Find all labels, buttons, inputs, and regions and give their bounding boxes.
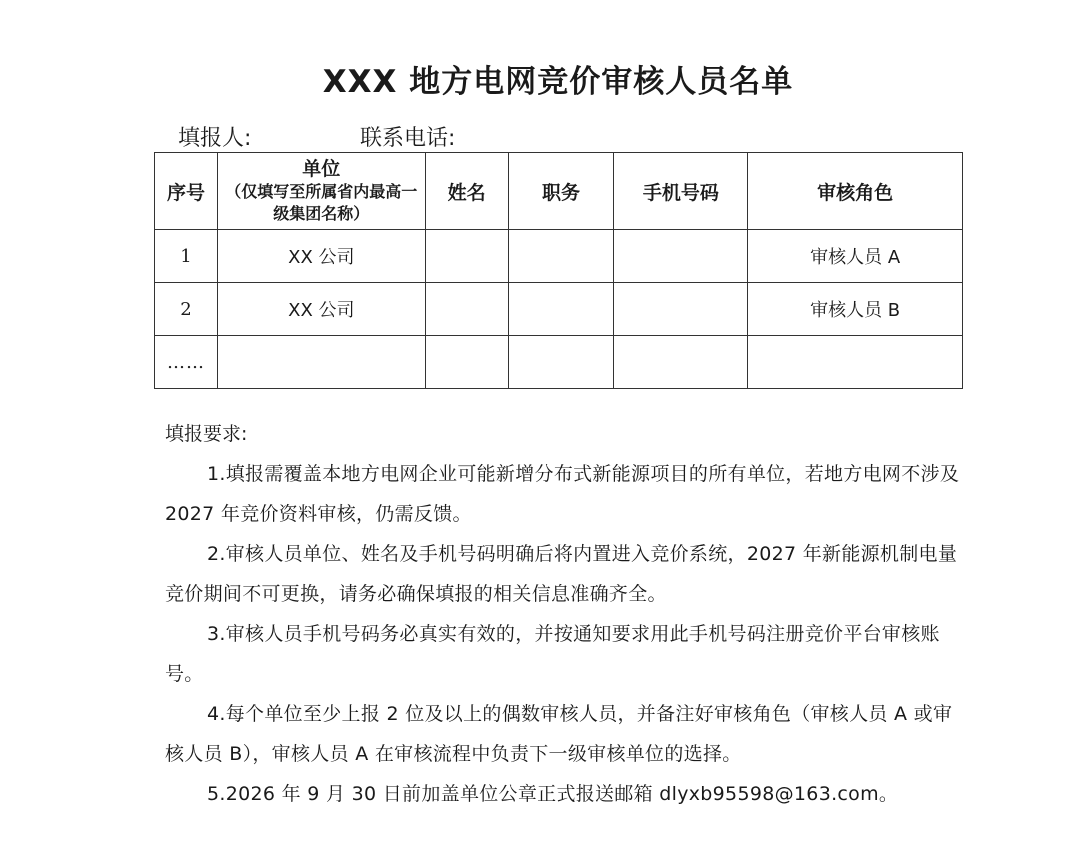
contact-phone-label: 联系电话: [360, 126, 456, 151]
filler-label: 填报人: [178, 126, 252, 151]
table-row [155, 283, 963, 336]
cell-name [425, 230, 508, 283]
cell-index: 2 [155, 283, 218, 336]
cell-unit [217, 336, 425, 389]
cell-unit: XX 公司 [217, 230, 425, 283]
requirement-item: 1.填报需覆盖本地方电网企业可能新增分布式新能源项目的所有单位，若地方电网不涉及 2027 年竞价资料审核，仍需反馈。 [165, 463, 960, 525]
cell-name [425, 283, 508, 336]
table-row [155, 230, 963, 283]
header-unit [217, 153, 425, 230]
cell-index: 1 [155, 230, 218, 283]
reviewer-roster-table [154, 152, 963, 389]
cell-phone [614, 230, 748, 283]
requirement-item: 3.审核人员手机号码务必真实有效的，并按通知要求用此手机号码注册竞价平台审核账号。 [165, 623, 940, 685]
requirements-title: 填报要求: [165, 423, 248, 445]
header-phone: 手机号码 [614, 153, 748, 230]
table-row [155, 336, 963, 389]
header-index: 序号 [155, 153, 218, 230]
cell-index: …… [155, 336, 218, 389]
requirement-item: 4.每个单位至少上报 2 位及以上的偶数审核人员，并备注好审核角色（审核人员 A 或审核人员 B），审核人员 A 在审核流程中负责下一级审核单位的选择。 [165, 703, 953, 765]
filler-info-row [178, 121, 456, 152]
document-title: XXX 地方电网竞价审核人员名单 [322, 64, 794, 100]
header-unit-note: （仅填写至所属省内最高一级集团名称） [225, 182, 418, 223]
cell-position [508, 336, 614, 389]
header-role: 审核角色 [748, 153, 963, 230]
cell-phone [614, 283, 748, 336]
cell-position [508, 283, 614, 336]
cell-role: 审核人员 A [748, 230, 963, 283]
cell-role [748, 336, 963, 389]
cell-position [508, 230, 614, 283]
cell-role: 审核人员 B [748, 283, 963, 336]
table-header-row [155, 153, 963, 230]
cell-unit: XX 公司 [217, 283, 425, 336]
cell-phone [614, 336, 748, 389]
requirement-item: 2.审核人员单位、姓名及手机号码明确后将内置进入竞价系统，2027 年新能源机制电量竞价期间不可更换，请务必确保填报的相关信息准确齐全。 [165, 543, 958, 605]
header-unit-main: 单位 [302, 158, 341, 180]
requirements-section [165, 414, 965, 814]
header-name: 姓名 [425, 153, 508, 230]
cell-name [425, 336, 508, 389]
header-position: 职务 [508, 153, 614, 230]
requirement-item: 5.2026 年 9 月 30 日前加盖单位公章正式报送邮箱 dlyxb95598@163.com。 [207, 783, 899, 805]
